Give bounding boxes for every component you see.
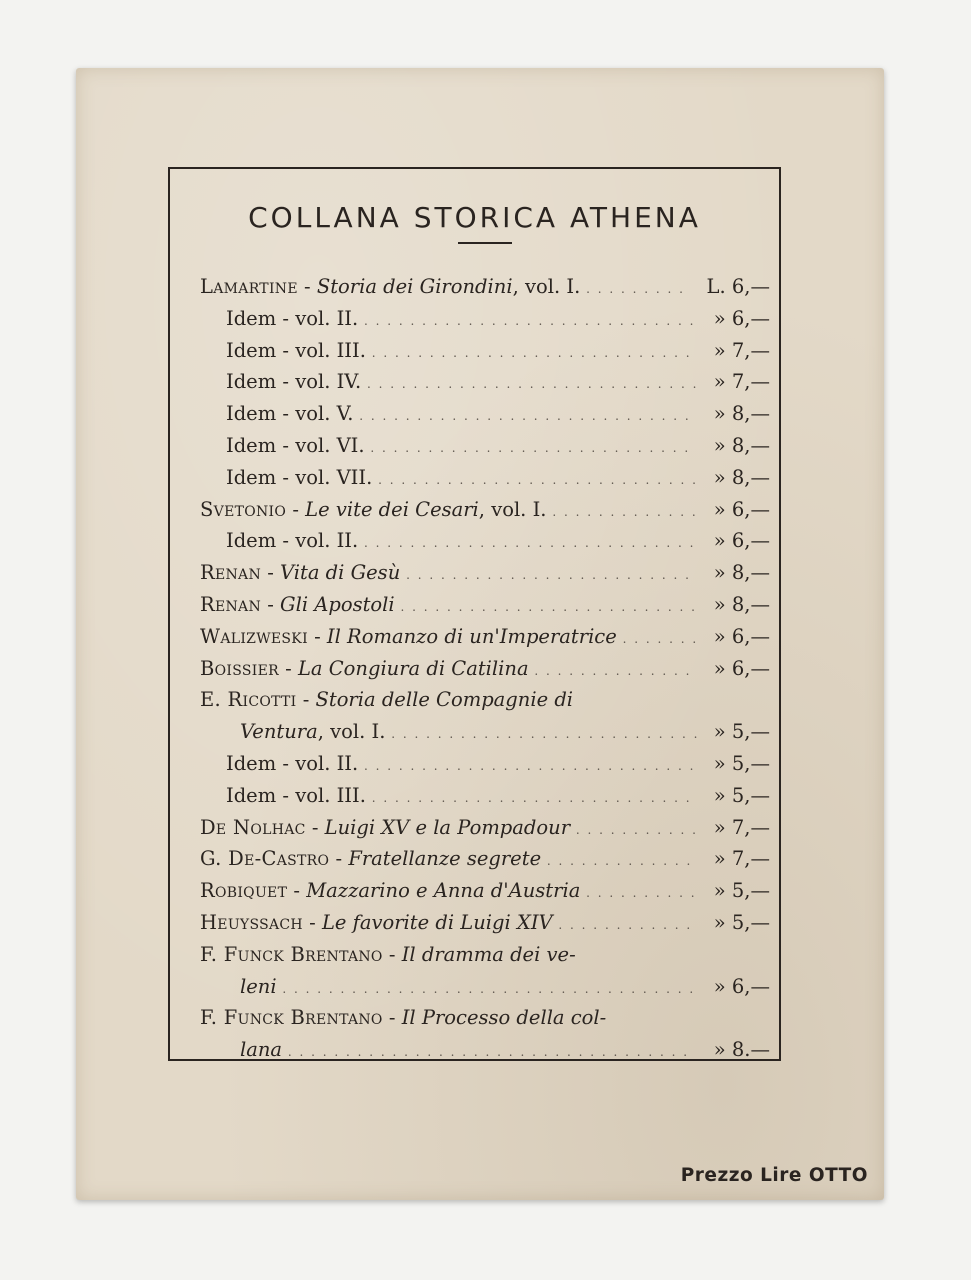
dot-leader: . . . . . . . . . . — [580, 886, 697, 901]
catalog-entry — [200, 303, 770, 335]
dot-leader: . . . . . . . . . . . . . . . . . . . . . . . . . . . — [385, 727, 700, 742]
entry-title: La Congiura di Catilina — [297, 656, 529, 680]
entry-author: Renan — [200, 561, 262, 585]
entry-title: Il Processo della col- — [401, 1006, 607, 1030]
entry-title: Le favorite di Luigi XIV — [321, 910, 553, 934]
entry-separator: - — [382, 942, 402, 966]
dot-leader: . . . . . . . . . . . . . — [541, 854, 693, 869]
catalog-entry — [200, 335, 770, 367]
entry-separator: - — [382, 1006, 402, 1030]
entry-author: Robiquet — [200, 879, 288, 903]
entry-price: » 8,— — [713, 561, 770, 585]
dot-leader: . . . . . . . . . . . . . . . . . . . . . . . . . . . . . — [361, 377, 699, 392]
entry-separator: - — [261, 592, 281, 616]
catalog-list — [200, 271, 770, 1066]
entry-separator: - — [329, 847, 349, 871]
entry-title: Luigi XV e la Pompadour — [324, 815, 571, 839]
catalog-entry — [200, 1002, 770, 1034]
entry-author: Heuyssach — [200, 910, 303, 934]
entry-separator: - — [287, 879, 307, 903]
dot-leader: . . . . . . . . . . . . . . . . . . . . . . . . . . . . . — [353, 409, 691, 424]
entry-price: » 5,— — [713, 910, 770, 934]
entry-volume: Idem - vol. V. — [226, 402, 354, 426]
entry-author: Renan — [200, 592, 262, 616]
entry-title: Ventura — [240, 720, 318, 744]
catalog-entry — [200, 271, 770, 303]
entry-title: leni — [240, 974, 277, 998]
entry-volume: Idem - vol. VII. — [226, 465, 373, 489]
catalog-entry — [200, 525, 770, 557]
entry-volume: , vol. I. — [512, 275, 581, 298]
catalog-entry — [200, 366, 770, 398]
catalog-entry — [200, 716, 770, 748]
catalog-entry — [200, 748, 770, 780]
catalog-entry — [200, 462, 770, 494]
catalog-entry — [200, 494, 770, 526]
entry-price: » 6,— — [713, 624, 770, 648]
entry-author: F. Funck Brentano — [200, 1006, 383, 1030]
entry-price: » 7,— — [713, 370, 770, 394]
catalog-entry — [200, 430, 770, 462]
entry-price: » 7,— — [713, 815, 770, 839]
entry-title: Gli Apostoli — [280, 592, 395, 616]
dot-leader: . . . . . . . . . . . . . . . . . . . . . . . . . — [400, 568, 691, 583]
entry-separator: - — [305, 815, 325, 839]
dot-leader: . . . . . . . . . . . . . — [546, 504, 698, 519]
entry-volume: Idem - vol. II. — [226, 306, 359, 330]
entry-title: Mazzarino e Anna d'Austria — [306, 879, 581, 903]
dot-leader: . . . . . . . . . . . . . . . . . . . . . . . . . . . . . — [358, 758, 696, 773]
entry-title: Il Romanzo di un'Imperatrice — [326, 624, 617, 648]
catalog-entry — [200, 875, 770, 907]
entry-price: » 5,— — [713, 879, 770, 903]
entry-price: » 5,— — [713, 751, 770, 775]
entry-author: Boissier — [200, 656, 279, 680]
catalog-entry — [200, 939, 770, 971]
entry-separator: - — [307, 624, 327, 648]
entry-author: Lamartine — [200, 275, 298, 298]
entry-volume: Idem - vol. III. — [226, 783, 366, 807]
catalog-frame — [168, 167, 781, 1061]
entry-title: Storia delle Compagnie di — [315, 688, 574, 712]
entry-volume: Idem - vol. II. — [226, 751, 359, 775]
catalog-entry — [200, 971, 770, 1003]
dot-leader: . . . . . . . . . . . . . . . . . . . . . . . . . . . . . . . . . . . — [282, 1045, 690, 1060]
entry-separator: - — [278, 656, 298, 680]
entry-title: Fratellanze segrete — [348, 847, 542, 871]
entry-price: » 8,— — [713, 402, 770, 426]
entry-author: Svetonio — [200, 497, 287, 521]
entry-volume: Idem - vol. VI. — [226, 433, 365, 457]
entry-author: E. Ricotti — [200, 688, 297, 712]
entry-title: Il dramma dei ve- — [401, 942, 576, 966]
entry-separator: - — [297, 275, 317, 298]
catalog-entry — [200, 780, 770, 812]
entry-price: » 6,— — [713, 529, 770, 553]
catalog-entry — [200, 398, 770, 430]
entry-title: lana — [240, 1038, 283, 1062]
entry-price: » 6,— — [713, 974, 770, 998]
catalog-entry — [200, 843, 770, 875]
dot-leader: . . . . . . . — [616, 631, 699, 646]
entry-price: » 6,— — [713, 656, 770, 680]
entry-price: » 5,— — [713, 783, 770, 807]
entry-volume: , vol. I. — [317, 720, 386, 744]
dot-leader: . . . . . . . . . . . . — [552, 917, 693, 932]
entry-author: G. De-Castro — [200, 847, 330, 871]
dot-leader: . . . . . . . . . — [580, 282, 685, 296]
entry-price: » 8,— — [713, 465, 770, 489]
dot-leader: . . . . . . . . . . . . . . . . . . . . . . . . . . . . . — [358, 313, 696, 328]
catalog-entry — [200, 621, 770, 653]
dot-leader: . . . . . . . . . . . . . . . . . . . . . . . . . . . . — [365, 345, 692, 360]
catalog-entry — [200, 589, 770, 621]
entry-separator: - — [286, 497, 306, 521]
entry-volume: , vol. I. — [478, 497, 547, 521]
entry-price: » 6,— — [713, 497, 770, 521]
entry-price: » 8,— — [713, 433, 770, 457]
entry-volume: Idem - vol. II. — [226, 529, 359, 553]
dot-leader: . . . . . . . . . . . . . . . . . . . . . . . . . . . . — [365, 790, 692, 805]
cover-price: Prezzo Lire OTTO — [680, 1165, 868, 1186]
entry-author: Walizweski — [200, 624, 308, 648]
dot-leader: . . . . . . . . . . . . . . . . . . . . . . . . . . . . — [364, 440, 691, 455]
catalog-entry — [200, 1034, 770, 1066]
entry-price: » 8,— — [713, 592, 770, 616]
entry-volume: Idem - vol. III. — [226, 338, 366, 362]
entry-price: » 8.— — [713, 1038, 770, 1062]
entry-separator: - — [261, 561, 281, 585]
dot-leader: . . . . . . . . . . . — [570, 822, 698, 837]
entry-price: » 7,— — [713, 847, 770, 871]
entry-separator: - — [296, 688, 316, 712]
entry-volume: Idem - vol. IV. — [226, 370, 362, 394]
dot-leader: . . . . . . . . . . . . . . . . . . . . . . . . . . . . — [372, 472, 698, 487]
dot-leader: . . . . . . . . . . . . . . . . . . . . . . . . . . . . . — [358, 536, 696, 551]
entry-price: L. 6,— — [706, 275, 770, 298]
dot-leader: . . . . . . . . . . . . . . — [528, 663, 692, 678]
dot-leader: . . . . . . . . . . . . . . . . . . . . . . . . . . — [394, 599, 697, 614]
catalog-entry — [200, 907, 770, 939]
catalog-entry — [200, 653, 770, 685]
entry-separator: - — [302, 910, 322, 934]
entry-author: De Nolhac — [200, 815, 306, 839]
catalog-entry — [200, 812, 770, 844]
catalog-entry — [200, 557, 770, 589]
entry-title: Vita di Gesù — [280, 561, 401, 585]
series-title: COLLANA STORICA ATHENA — [248, 201, 701, 234]
dot-leader: . . . . . . . . . . . . . . . . . . . . . . . . . . . . . . . . . . . . — [276, 981, 696, 996]
entry-price: » 7,— — [713, 338, 770, 362]
book-back-cover — [76, 68, 884, 1200]
entry-title: Le vite dei Cesari — [305, 497, 479, 521]
entry-author: F. Funck Brentano — [200, 942, 383, 966]
catalog-entry — [200, 684, 770, 716]
entry-price: » 5,— — [713, 720, 770, 744]
title-divider — [458, 242, 512, 244]
entry-price: » 6,— — [713, 306, 770, 330]
entry-title: Storia dei Girondini — [316, 275, 513, 298]
